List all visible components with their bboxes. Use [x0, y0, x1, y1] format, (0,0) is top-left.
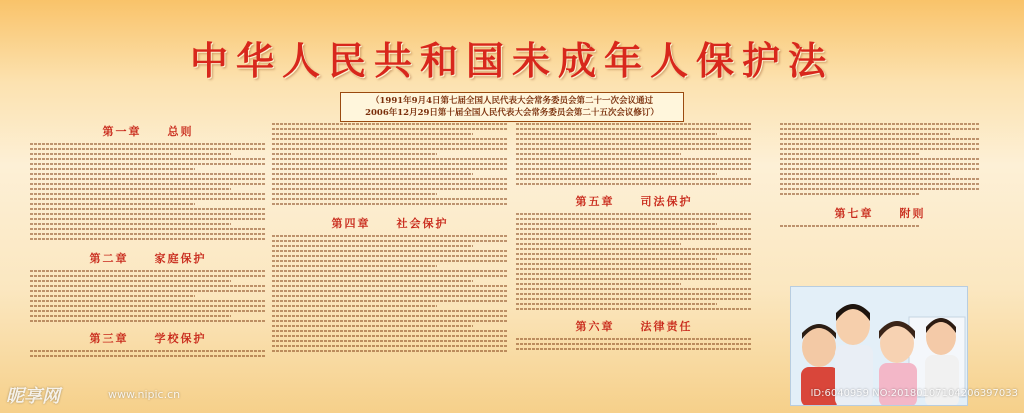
column-2	[272, 120, 508, 405]
chapter-4-heading: 第四章 社会保护	[331, 217, 449, 230]
watermark-url: www.nipic.cn	[108, 388, 181, 401]
watermark-logo: 昵享网	[6, 386, 60, 407]
chapter-3-heading: 第三章 学校保护	[89, 332, 207, 345]
watermark-id: ID:6040959 NO:20180107104206397033	[810, 388, 1018, 399]
chapter-5-heading: 第五章 司法保护	[575, 195, 693, 208]
poster-title: 中华人民共和国未成年人保护法	[189, 39, 834, 83]
poster-subtitle	[340, 92, 684, 122]
column-1	[30, 120, 266, 405]
chapter-7-heading: 第七章 附则	[834, 207, 926, 220]
subtitle-line-1: （1991年9月4日第七届全国人民代表大会常务委员会第二十一次会议通过	[371, 96, 653, 106]
chapter-2-heading: 第二章 家庭保护	[89, 252, 207, 265]
chapter-6-heading: 第六章 法律责任	[575, 320, 693, 333]
subtitle-line-2: 2006年12月29日第十届全国人民代表大会常务委员会第二十五次会议修订）	[365, 108, 659, 118]
chapter-1-heading: 第一章 总则	[102, 125, 194, 138]
column-4	[780, 120, 980, 280]
column-3	[516, 120, 752, 405]
